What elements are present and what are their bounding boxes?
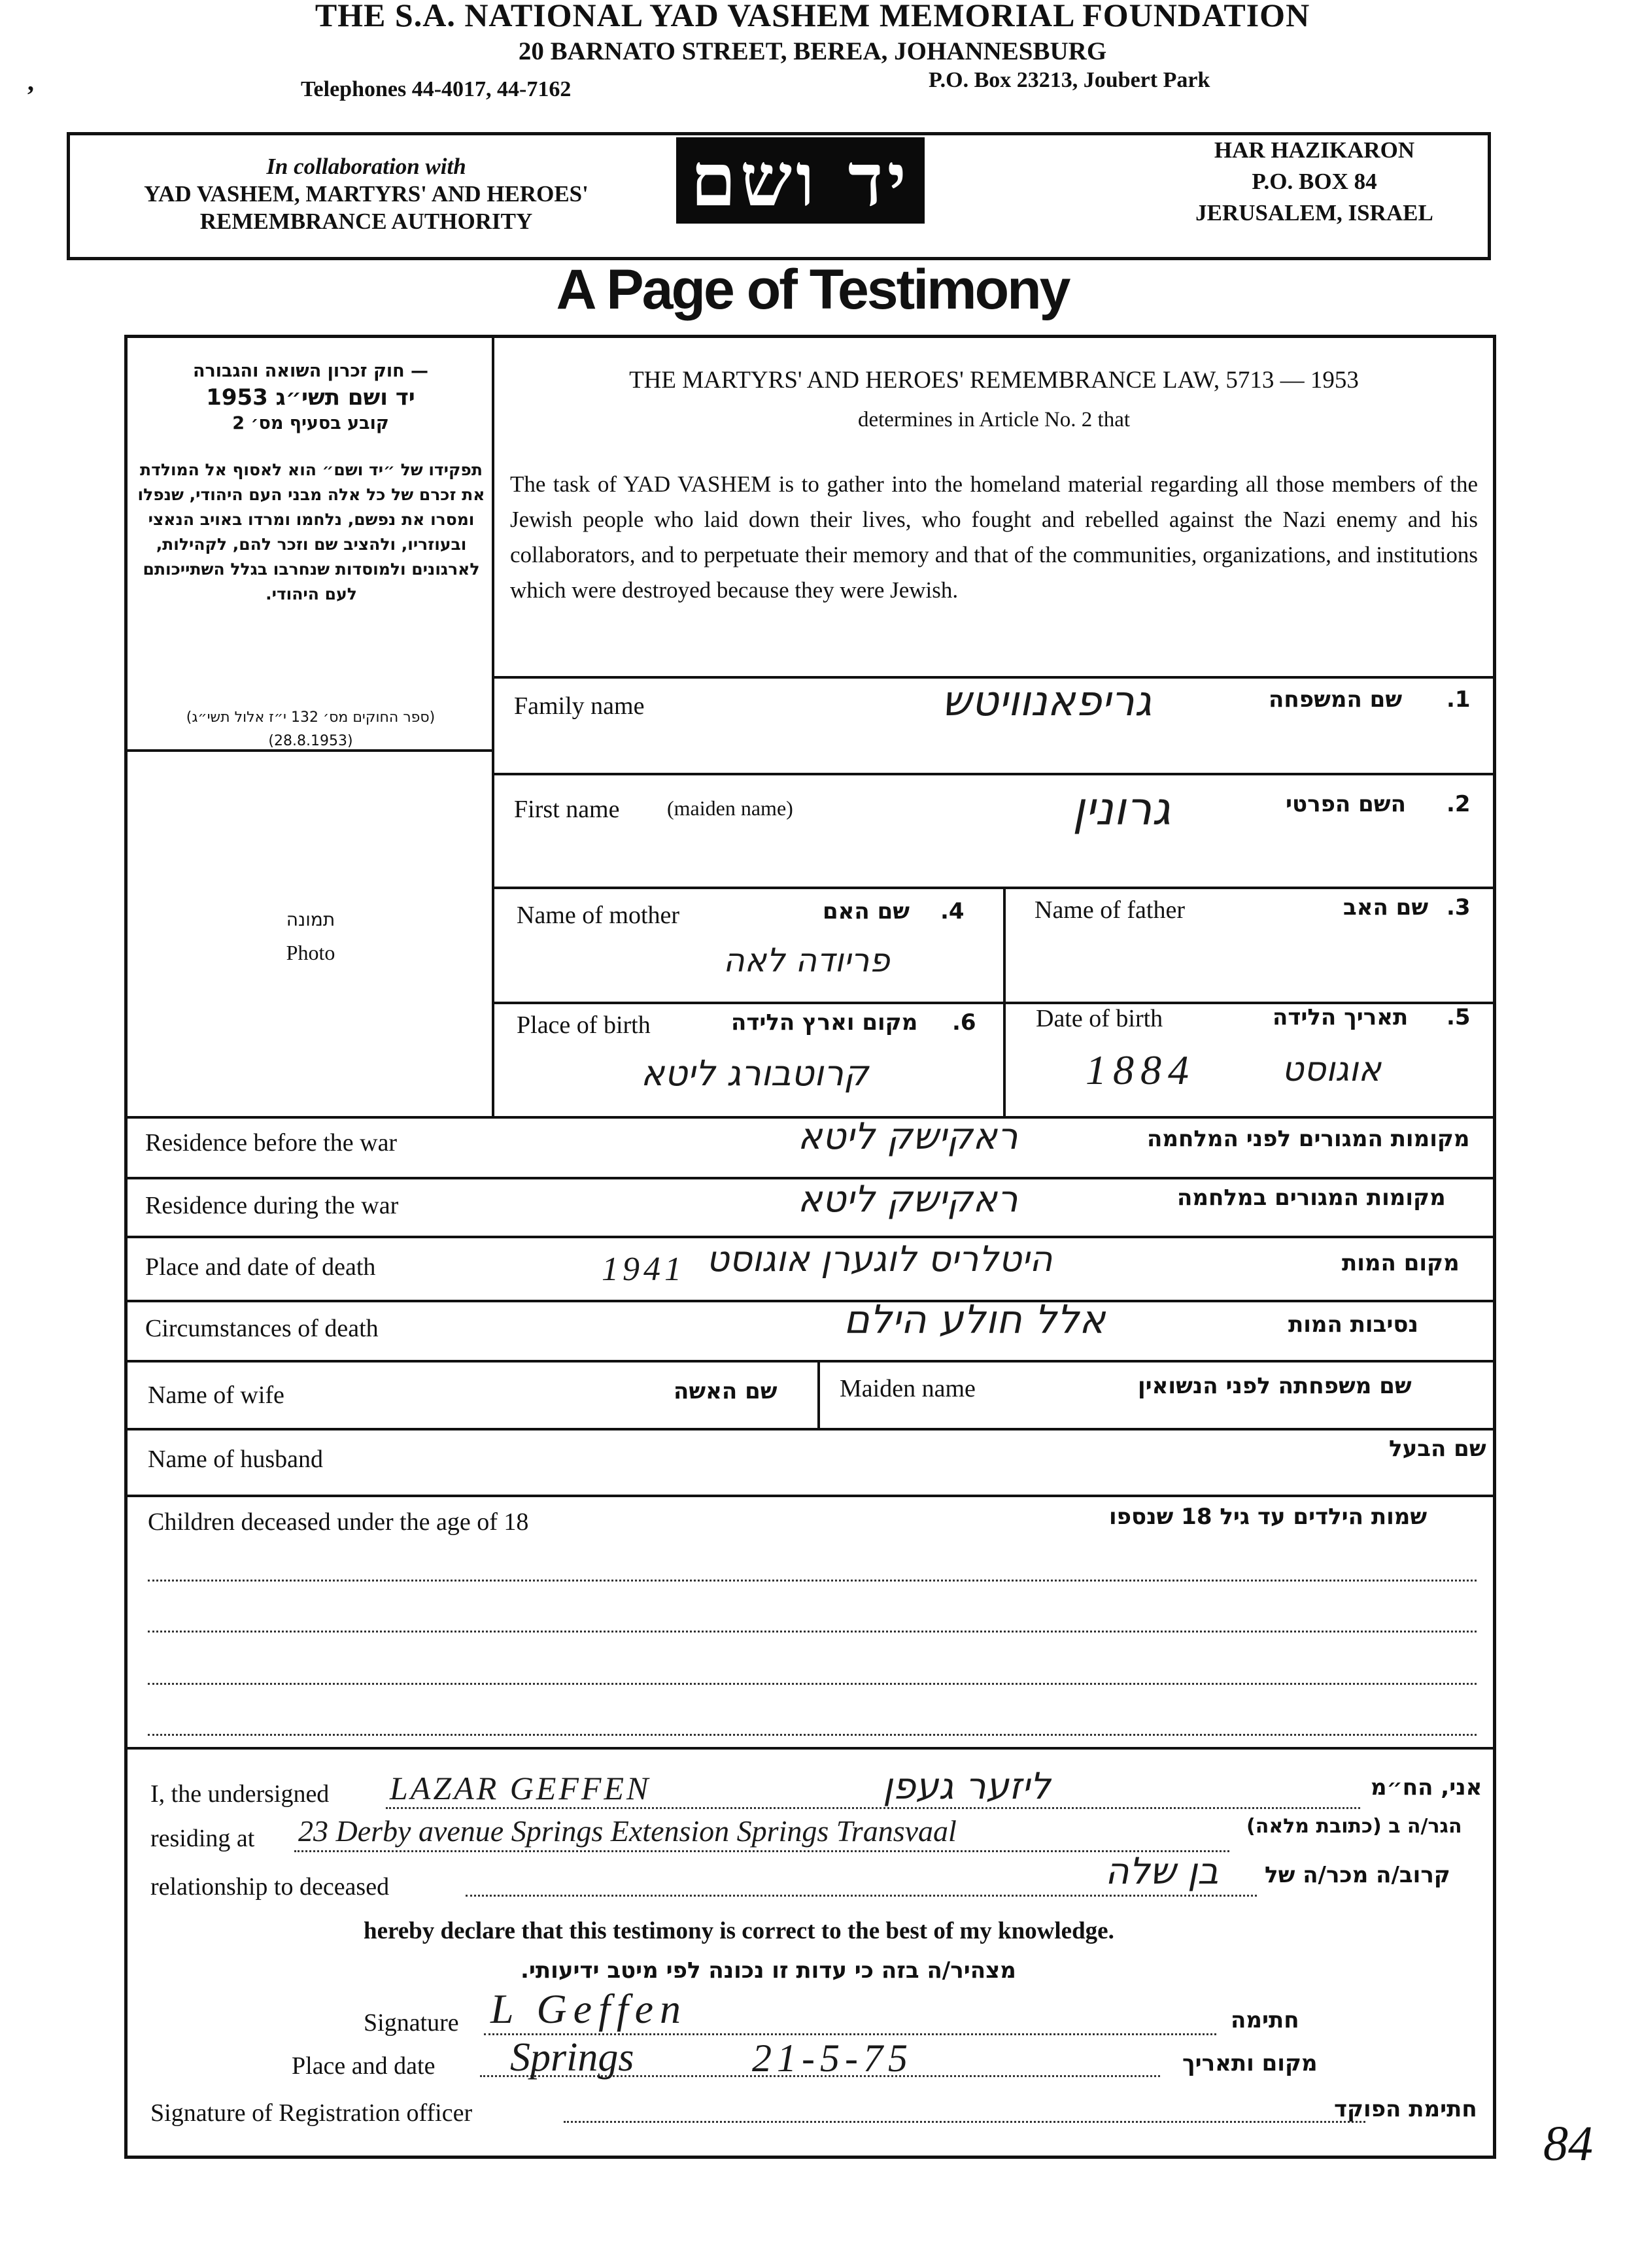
birthdate-year: 1884 (1086, 1047, 1195, 1093)
death-place-label-he: מקום המות (1342, 1250, 1460, 1276)
row-divider (126, 1428, 1495, 1430)
residence-during-label-he: מקומות המגורים במלחמה (1177, 1185, 1446, 1211)
children-label: Children deceased under the age of 18 (148, 1508, 529, 1536)
birthplace-label: Place of birth (517, 1011, 651, 1039)
authority-line2: REMEMBRANCE AUTHORITY (199, 209, 533, 234)
page-title: A Page of Testimony (556, 258, 1069, 321)
children-line (148, 1683, 1477, 1685)
telephones: Telephones 44-4017, 44-7162 (301, 77, 572, 101)
signature-value: L Geffen (490, 1986, 688, 2032)
residence-during-label: Residence during the war (145, 1192, 399, 1219)
place-date-date: 21-5-75 (752, 2037, 913, 2080)
law-hebrew-date: (28.8.1953) (268, 733, 353, 749)
collaboration-right (1177, 135, 1452, 229)
collaboration-intro: In collaboration with (266, 154, 466, 179)
residing-label: residing at (150, 1825, 255, 1852)
residence-before-value: ראקישק ליטא (798, 1115, 1018, 1158)
officer-label-he: חתימת הפוקד (1334, 2096, 1477, 2122)
place-date-place: Springs (510, 2035, 634, 2080)
wife-label: Name of wife (148, 1381, 284, 1409)
authority-line1: YAD VASHEM, MARTYRS' AND HEROES' (144, 181, 589, 207)
death-year: 1941 (602, 1251, 685, 1288)
declaration-statement-he: מצהיר/ה בזה כי עדות זו נכונה לפי מיטב ידיעותי. (521, 1957, 1016, 1984)
stray-mark: ʼ (26, 80, 35, 110)
birthplace-number: 6. (952, 1009, 976, 1036)
place-date-label-he: מקום ותאריך (1182, 2050, 1318, 2076)
residence-before-label: Residence before the war (145, 1129, 398, 1157)
left-column-divider (492, 336, 494, 1117)
residing-label-he: הגר/ה ב (כתובת מלאה) (1246, 1815, 1462, 1838)
row-divider (126, 1747, 1495, 1750)
row-divider (126, 1300, 1495, 1302)
photo-label-en: Photo (286, 941, 335, 964)
first-name-label-he: השם הפרטי (1286, 791, 1406, 817)
birthdate-month: אוגוסט (1282, 1050, 1381, 1089)
law-hebrew-line2: יד ושם תשי״ג 1953 (206, 384, 415, 411)
birthplace-label-he: מקום וארץ הלידה (731, 1009, 918, 1036)
father-label-he: שם האב (1343, 894, 1429, 921)
birthdate-label: Date of birth (1036, 1005, 1163, 1032)
first-name-number: 2. (1446, 791, 1471, 817)
photo-area (131, 904, 490, 969)
wife-maiden-divider (817, 1361, 820, 1428)
father-number: 3. (1446, 894, 1471, 921)
signature-label-he: חתימה (1231, 2007, 1299, 2033)
residing-value: 23 Derby avenue Springs Extension Springs Transvaal (298, 1814, 957, 1848)
family-name-label: Family name (514, 692, 645, 720)
mother-value: פריודה לאה (723, 941, 890, 979)
law-hebrew-line1: חוק זכרון השואה והגבורה — (192, 361, 429, 381)
yad-vashem-logo: יד ושם (676, 137, 925, 224)
residence-before-label-he: מקומות המגורים לפני המלחמה (1147, 1126, 1470, 1152)
relationship-label-he: קרוב/ה מכר/ה של (1265, 1862, 1450, 1888)
circumstances-label-he: נסיבות המות (1288, 1312, 1418, 1338)
photo-label-he: תמונה (286, 909, 335, 930)
undersigned-value: LAZAR GEFFEN (390, 1770, 651, 1806)
father-label: Name of father (1035, 896, 1185, 924)
family-name-number: 1. (1446, 686, 1471, 713)
children-line (148, 1580, 1477, 1582)
birthdate-label-he: תאריך הלידה (1273, 1004, 1409, 1030)
law-hebrew-title (131, 358, 490, 437)
margin-note: 84 (1543, 2116, 1593, 2171)
relationship-label: relationship to deceased (150, 1873, 390, 1901)
law-hebrew-source-block (131, 706, 490, 753)
officer-line (564, 2121, 1365, 2123)
wife-label-he: שם האשה (674, 1378, 778, 1404)
mother-number: 4. (940, 898, 965, 924)
organization-address: 20 BARNATO STREET, BEREA, JOHANNESBURG (518, 37, 1107, 65)
birthdate-number: 5. (1446, 1004, 1471, 1030)
undersigned-label: I, the undersigned (150, 1780, 330, 1808)
declaration-statement: hereby declare that this testimony is correct to the best of my knowledge. (364, 1918, 1114, 1944)
po-box: P.O. Box 23213, Joubert Park (929, 68, 1210, 92)
relationship-line (466, 1895, 1257, 1897)
undersigned-label-he: אני, הח״מ (1371, 1774, 1482, 1801)
first-name-note: (maiden name) (667, 796, 793, 820)
first-name-label: First name (514, 796, 620, 823)
organization-name: THE S.A. NATIONAL YAD VASHEM MEMORIAL FOUNDATION (315, 0, 1310, 33)
officer-label: Signature of Registration officer (150, 2099, 473, 2127)
children-line (148, 1734, 1477, 1736)
husband-label: Name of husband (148, 1446, 324, 1473)
maiden-label: Maiden name (840, 1375, 976, 1402)
mother-label-he: שם האם (823, 898, 910, 924)
row-divider (493, 773, 1495, 775)
family-name-value: גריפאנוויטש (942, 677, 1152, 726)
place-date-label: Place and date (292, 2052, 436, 2080)
right-line3: JERUSALEM, ISRAEL (1195, 200, 1433, 226)
first-name-value: גרונין (1072, 782, 1171, 836)
law-hebrew-line3: קובע בסעיף מס׳ 2 (232, 413, 389, 433)
birthplace-value: קרוטבורג ליטא (641, 1053, 869, 1094)
family-name-label-he: שם המשפחה (1269, 686, 1403, 713)
law-english-title: THE MARTYRS' AND HEROES' REMEMBRANCE LAW, 5713 — 1953 (629, 367, 1359, 394)
row-divider (493, 887, 1495, 889)
maiden-label-he: שם משפחתה לפני הנשואין (1138, 1373, 1412, 1399)
right-line1: HAR HAZIKARON (1214, 137, 1415, 163)
law-english-text: The task of YAD VASHEM is to gather into the homeland material regarding all those members of the Jewish people who laid down their lives, who fought and rebelled against the Nazi enemy and his collaborators, and to perpetuate their memory and that of the communities, organizations, and institutions which were destroyed because they were Jewish. (510, 471, 1478, 603)
residence-during-value: ראקישק ליטא (798, 1178, 1018, 1221)
mother-label: Name of mother (517, 902, 680, 929)
row-divider (126, 1495, 1495, 1497)
residing-line (294, 1850, 1229, 1852)
death-place-value: היטלריס לוגערן אוגוסט (706, 1238, 1053, 1279)
right-line2: P.O. BOX 84 (1252, 169, 1377, 194)
children-line (148, 1631, 1477, 1633)
death-place-label: Place and date of death (145, 1253, 376, 1281)
relationship-value: בן שלה (1105, 1850, 1219, 1893)
circumstances-label: Circumstances of death (145, 1315, 379, 1342)
mother-father-divider (1003, 888, 1006, 1117)
undersigned-value-he: ליזער געפן (883, 1765, 1051, 1808)
circumstances-value: אלל חולע הילם (844, 1297, 1106, 1343)
collaboration-left (92, 153, 641, 235)
law-english-subtitle: determines in Article No. 2 that (857, 408, 1131, 432)
children-label-he: שמות הילדים עד גיל 18 שנספו (1109, 1504, 1428, 1530)
undersigned-line (386, 1807, 1360, 1809)
husband-label-he: שם הבעל (1389, 1436, 1486, 1462)
row-divider (126, 1360, 1495, 1362)
signature-label: Signature (364, 2009, 459, 2037)
law-hebrew-source: (ספר החוקים מס׳ 132 י״ז אלול תשי״ג) (186, 709, 436, 726)
law-hebrew-body: תפקידו של ״יד ושם״ הוא לאסוף אל המולדת את זכרם של כל אלה מבני העם היהודי, שנפלו ומסרו את נפשם, נלחמו ומרדו באויב הנאצי ובעוזריו, ולהציב שם וזכר להם, לקהילות, לארגונים ולמוסדות שנחרבו בגלל השתייכותם לעם היהודי. (137, 460, 485, 603)
